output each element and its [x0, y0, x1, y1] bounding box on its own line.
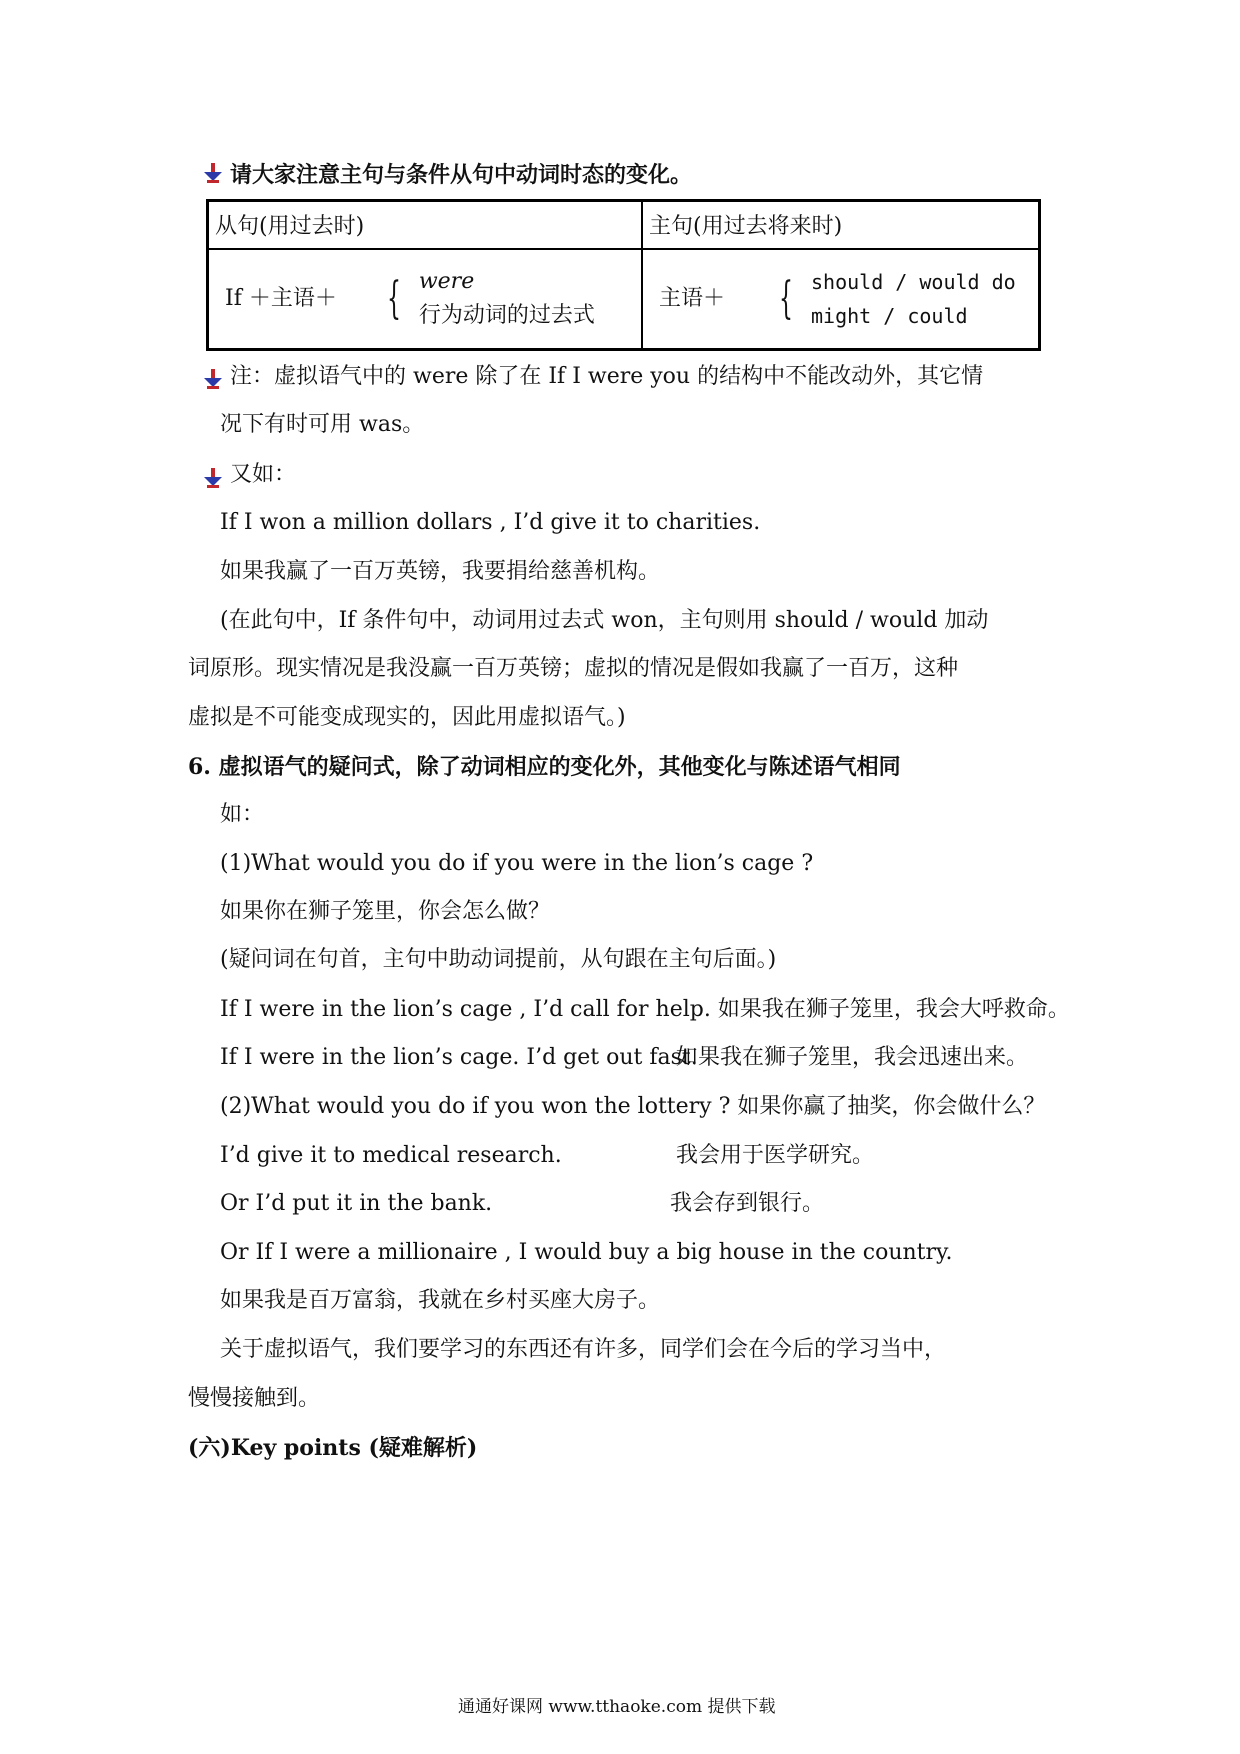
example1-explanation-1: (在此句中，If 条件句中，动词用过去式 won，主句则用 should / would 加动: [220, 608, 989, 633]
answer2-en: If I were in the lion’s cage. I’d get out fast.: [220, 1045, 698, 1070]
arrow-bullet-icon: [204, 163, 222, 183]
section6-title: 6. 虚拟语气的疑问式，除了动词相应的变化外，其他变化与陈述语气相同: [188, 754, 901, 780]
were-option: were: [418, 268, 475, 294]
answer5-en: Or If I were a millionaire , I would buy a big house in the country.: [220, 1240, 953, 1265]
answer5-zh: 如果我是百万富翁，我就在乡村买座大房子。: [220, 1288, 661, 1313]
another-example-label: 又如：: [230, 462, 297, 487]
answer1: If I were in the lion’s cage , I’d call for help. 如果我在狮子笼里，我会大呼救命。: [220, 997, 1070, 1022]
q1-zh: 如果你在狮子笼里，你会怎么做？: [220, 899, 551, 924]
example1-explanation-3: 虚拟是不可能变成现实的，因此用虚拟语气。): [188, 705, 626, 730]
brace-icon: {: [779, 272, 794, 324]
table-cell-if-clause: [208, 249, 643, 350]
answer2-zh: 如果我在狮子笼里，我会迅速出来。: [676, 1045, 1029, 1070]
example1-zh: 如果我赢了一百万英镑，我要捐给慈善机构。: [220, 559, 661, 584]
main-prefix: 主语＋: [659, 285, 726, 311]
q1-explanation: (疑问词在句首，主句中助动词提前，从句跟在主句后面。): [220, 947, 777, 972]
section-key-points: (六)Key points (疑难解析): [188, 1435, 478, 1461]
table-header-left: 从句(用过去时): [208, 201, 643, 249]
note-line-2: 况下有时可用 was。: [220, 412, 425, 437]
might-could-option: might / could: [811, 303, 968, 328]
arrow-bullet-icon: [204, 369, 222, 389]
q1-en: (1)What would you do if you were in the lion’s cage ?: [220, 851, 814, 876]
if-prefix: If ＋主语＋: [225, 285, 337, 311]
note-line-1: 注：虚拟语气中的 were 除了在 If I were you 的结构中不能改动外，其它情: [230, 364, 984, 389]
answer4-zh: 我会存到银行。: [670, 1191, 825, 1216]
closing-line-2: 慢慢接触到。: [188, 1386, 321, 1411]
brace-icon: {: [386, 272, 401, 324]
table-header-right: 主句(用过去将来时): [642, 201, 1040, 249]
answer4-en: Or I’d put it in the bank.: [220, 1191, 493, 1216]
heading-note: 请大家注意主句与条件从句中动词时态的变化。: [230, 162, 693, 188]
example1-explanation-2: 词原形。现实情况是我没赢一百万英镑；虚拟的情况是假如我赢了一百万，这种: [188, 656, 959, 681]
q2: (2)What would you do if you won the lottery ? 如果你赢了抽奖，你会做什么？: [220, 1094, 1046, 1119]
past-tense-option: 行为动词的过去式: [418, 302, 595, 328]
answer3-en: I’d give it to medical research.: [220, 1143, 562, 1168]
answer3-zh: 我会用于医学研究。: [676, 1143, 875, 1168]
should-would-option: should / would do: [811, 269, 1016, 294]
arrow-bullet-icon: [204, 468, 222, 488]
section6-ru: 如：: [220, 802, 265, 827]
grammar-table: [206, 199, 1041, 351]
closing-line-1: 关于虚拟语气，我们要学习的东西还有许多，同学们会在今后的学习当中，: [220, 1337, 947, 1362]
footer-credit: 通通好课网 www.tthaoke.com 提供下载: [458, 1697, 776, 1717]
table-cell-main-clause: [642, 249, 1040, 350]
example1-en: If I won a million dollars , I’d give it to charities.: [220, 510, 761, 535]
